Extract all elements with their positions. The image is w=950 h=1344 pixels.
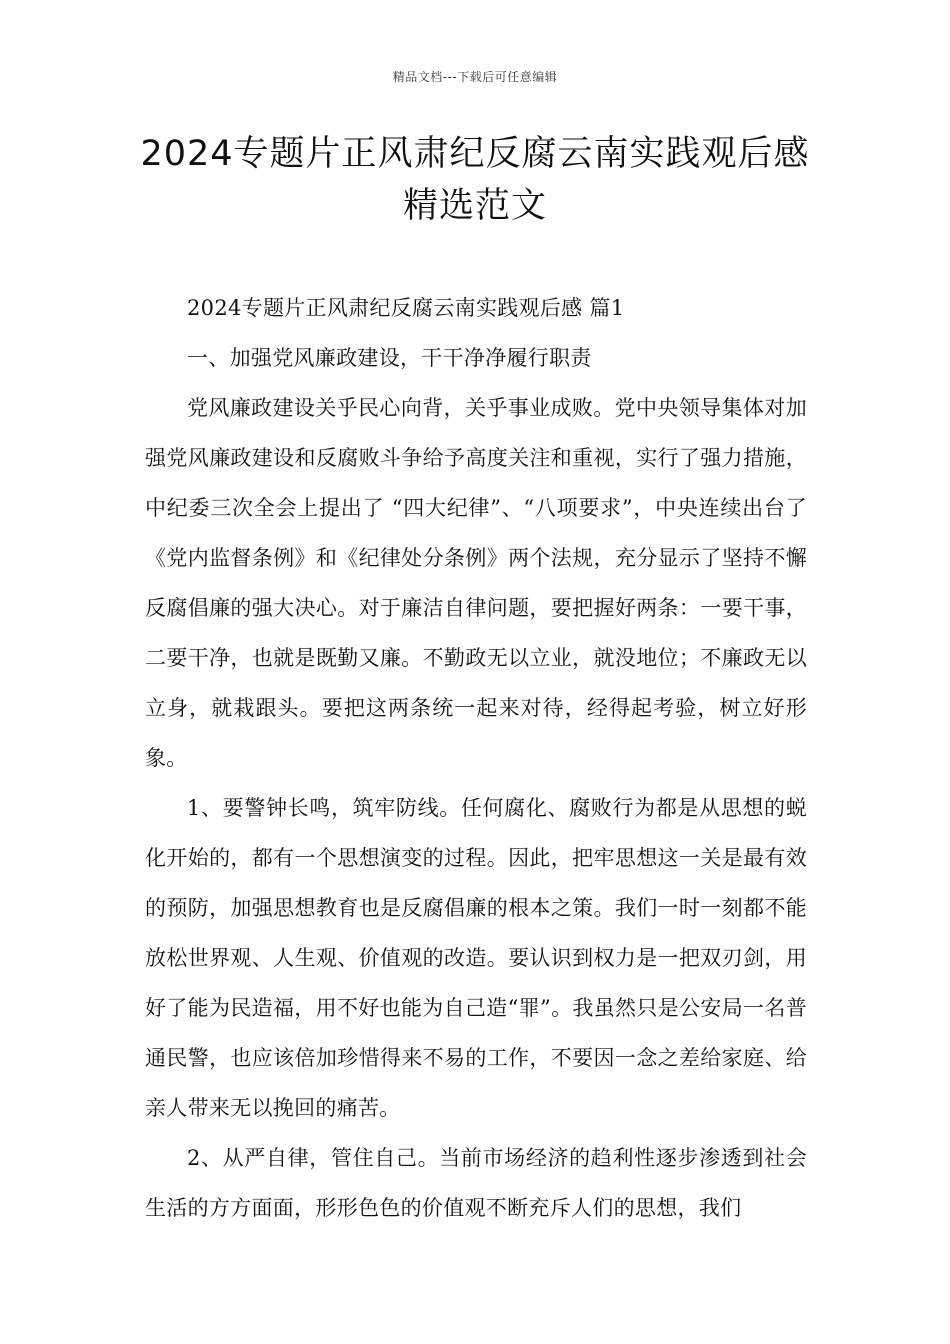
document-title: 2024专题片正风肃纪反腐云南实践观后感精选范文 bbox=[140, 134, 810, 226]
body-paragraph: 党风廉政建设关乎民心向背，关乎事业成败。党中央领导集体对加强党风廉政建设和反腐败斗争给予高度关注和重视，实行了强力措施，中纪委三次全会上提出了 “四大纪律”、“八项要求”，中央连续出台了《党内监督条例》和《纪律处分条例》两个法规，充分显示了坚持不懈反腐倡廉的强大决心。对于廉洁自律问题，要把握好两条：一要干事，二要干净，也就是既勤又廉。不勤政无以立业，就没地位；不廉政无以立身，就栽跟头。要把这两条统一起来对待，经得起考验，树立好形象。 bbox=[145, 396, 807, 770]
body-paragraph: 2、从严自律，管住自己。当前市场经济的趋利性逐步渗透到社会生活的方方面面，形形色色的价值观不断充斥人们的思想，我们 bbox=[145, 1146, 807, 1220]
header-note: 精品文档---下载后可任意编辑 bbox=[392, 70, 558, 84]
document-body bbox=[145, 283, 807, 1233]
section-heading: 一、加强党风廉政建设，干干净净履行职责 bbox=[187, 346, 592, 370]
body-paragraph: 1、要警钟长鸣，筑牢防线。任何腐化、腐败行为都是从思想的蜕化开始的，都有一个思想演变的过程。因此，把牢思想这一关是最有效的预防，加强思想教育也是反腐倡廉的根本之策。我们一时一刻都不能放松世界观、人生观、价值观的改造。要认识到权力是一把双刃剑，用好了能为民造福，用不好也能为自己造“罪”。我虽然只是公安局一名普通民警，也应该倍加珍惜得来不易的工作，不要因一念之差给家庭、给亲人带来无以挽回的痛苦。 bbox=[145, 796, 807, 1120]
subtitle-paragraph: 2024专题片正风肃纪反腐云南实践观后感 篇1 bbox=[187, 296, 625, 320]
